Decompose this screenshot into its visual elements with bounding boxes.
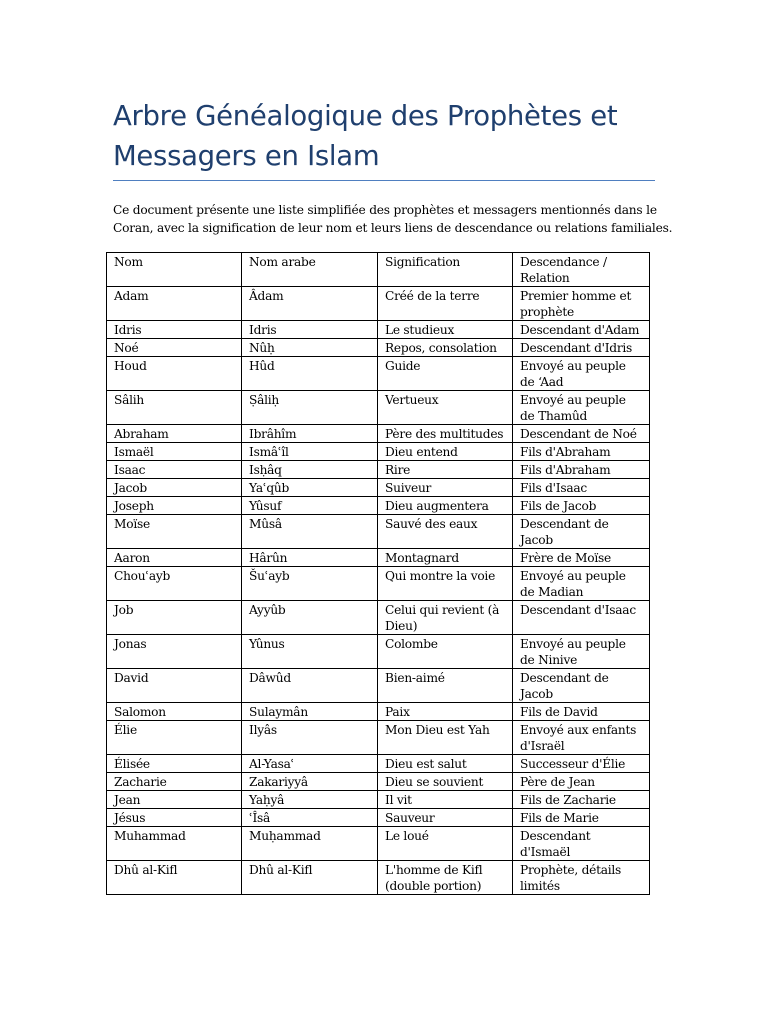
cell-descendance: Fils de Zacharie bbox=[513, 791, 650, 809]
cell-nom: Job bbox=[107, 601, 242, 635]
table-row bbox=[107, 479, 650, 497]
cell-nom-arabe: Al-Yasaʿ bbox=[242, 755, 378, 773]
cell-nom-arabe: Zakariyyâ bbox=[242, 773, 378, 791]
cell-signification: Sauvé des eaux bbox=[378, 515, 513, 549]
cell-nom: Salomon bbox=[107, 703, 242, 721]
cell-signification: Le loué bbox=[378, 827, 513, 861]
cell-nom-arabe: Âdam bbox=[242, 287, 378, 321]
cell-nom: Jean bbox=[107, 791, 242, 809]
cell-nom: Idris bbox=[107, 321, 242, 339]
cell-descendance: Envoyé au peuple de Madian bbox=[513, 567, 650, 601]
cell-signification: Celui qui revient (à Dieu) bbox=[378, 601, 513, 635]
cell-signification: Dieu se souvient bbox=[378, 773, 513, 791]
cell-nom-arabe: Isḥâq bbox=[242, 461, 378, 479]
cell-nom: Chouʿayb bbox=[107, 567, 242, 601]
cell-descendance: Prophète, détails limités bbox=[513, 861, 650, 895]
cell-signification: Dieu est salut bbox=[378, 755, 513, 773]
header-cell-nom: Nom bbox=[107, 253, 242, 287]
cell-nom-arabe: Sulaymân bbox=[242, 703, 378, 721]
cell-nom: Abraham bbox=[107, 425, 242, 443]
table-header-row bbox=[107, 253, 650, 287]
table-row bbox=[107, 827, 650, 861]
cell-nom: Joseph bbox=[107, 497, 242, 515]
cell-nom-arabe: Ilyâs bbox=[242, 721, 378, 755]
table-row bbox=[107, 567, 650, 601]
cell-nom-arabe: Hûd bbox=[242, 357, 378, 391]
cell-nom-arabe: Ibrâhîm bbox=[242, 425, 378, 443]
table-row bbox=[107, 773, 650, 791]
cell-nom-arabe: Yaḥyâ bbox=[242, 791, 378, 809]
table-row bbox=[107, 357, 650, 391]
cell-nom-arabe: Nûḥ bbox=[242, 339, 378, 357]
cell-nom: Sâlih bbox=[107, 391, 242, 425]
cell-nom-arabe: Yaʿqûb bbox=[242, 479, 378, 497]
cell-nom: Houd bbox=[107, 357, 242, 391]
prophets-table bbox=[106, 252, 650, 895]
cell-nom: Adam bbox=[107, 287, 242, 321]
cell-nom: Élisée bbox=[107, 755, 242, 773]
table-row bbox=[107, 497, 650, 515]
cell-signification: L'homme de Kifl (double portion) bbox=[378, 861, 513, 895]
title-divider bbox=[113, 180, 655, 181]
cell-nom: Moïse bbox=[107, 515, 242, 549]
cell-descendance: Descendant d'Isaac bbox=[513, 601, 650, 635]
table-row bbox=[107, 391, 650, 425]
intro-paragraph: Ce document présente une liste simplifiée des prophètes et messagers mentionnés dans le Coran, avec la signification de leur nom et leurs liens de descendance ou relations familiales. bbox=[113, 203, 673, 235]
cell-nom: Ismaël bbox=[107, 443, 242, 461]
cell-descendance: Descendant d'Adam bbox=[513, 321, 650, 339]
cell-signification: Père des multitudes bbox=[378, 425, 513, 443]
table-row bbox=[107, 721, 650, 755]
cell-signification: Colombe bbox=[378, 635, 513, 669]
cell-nom: Dhû al-Kifl bbox=[107, 861, 242, 895]
cell-nom: Jonas bbox=[107, 635, 242, 669]
cell-nom: Isaac bbox=[107, 461, 242, 479]
cell-nom-arabe: Yûsuf bbox=[242, 497, 378, 515]
cell-signification: Mon Dieu est Yah bbox=[378, 721, 513, 755]
cell-descendance: Fils d'Abraham bbox=[513, 443, 650, 461]
cell-signification: Qui montre la voie bbox=[378, 567, 513, 601]
cell-nom-arabe: Idris bbox=[242, 321, 378, 339]
cell-descendance: Premier homme et prophète bbox=[513, 287, 650, 321]
cell-descendance: Envoyé au peuple de Thamûd bbox=[513, 391, 650, 425]
table-row bbox=[107, 515, 650, 549]
cell-descendance: Fils de Jacob bbox=[513, 497, 650, 515]
cell-nom: David bbox=[107, 669, 242, 703]
cell-signification: Vertueux bbox=[378, 391, 513, 425]
cell-descendance: Frère de Moïse bbox=[513, 549, 650, 567]
header-cell-nom-arabe: Nom arabe bbox=[242, 253, 378, 287]
cell-descendance: Fils d'Isaac bbox=[513, 479, 650, 497]
cell-signification: Le studieux bbox=[378, 321, 513, 339]
table-row bbox=[107, 669, 650, 703]
table-row bbox=[107, 443, 650, 461]
cell-signification: Montagnard bbox=[378, 549, 513, 567]
cell-descendance: Descendant d'Ismaël bbox=[513, 827, 650, 861]
cell-signification: Guide bbox=[378, 357, 513, 391]
cell-nom: Zacharie bbox=[107, 773, 242, 791]
cell-nom-arabe: Ayyûb bbox=[242, 601, 378, 635]
cell-descendance: Fils de Marie bbox=[513, 809, 650, 827]
table-row bbox=[107, 861, 650, 895]
cell-signification: Dieu augmentera bbox=[378, 497, 513, 515]
cell-nom-arabe: Hârûn bbox=[242, 549, 378, 567]
cell-nom-arabe: Dhû al-Kifl bbox=[242, 861, 378, 895]
table-row bbox=[107, 321, 650, 339]
table-row bbox=[107, 287, 650, 321]
table-row bbox=[107, 461, 650, 479]
cell-signification: Paix bbox=[378, 703, 513, 721]
header-cell-descendance: Descendance / Relation bbox=[513, 253, 650, 287]
cell-nom: Muhammad bbox=[107, 827, 242, 861]
cell-signification: Bien-aimé bbox=[378, 669, 513, 703]
table-row bbox=[107, 809, 650, 827]
table-body bbox=[107, 253, 650, 895]
cell-descendance: Envoyé au peuple de ‘Aad bbox=[513, 357, 650, 391]
cell-descendance: Fils de David bbox=[513, 703, 650, 721]
document-title: Arbre Généalogique des Prophètes et Messagers en Islam bbox=[113, 100, 618, 172]
cell-nom: Noé bbox=[107, 339, 242, 357]
cell-nom: Aaron bbox=[107, 549, 242, 567]
cell-signification: Créé de la terre bbox=[378, 287, 513, 321]
table-row bbox=[107, 755, 650, 773]
cell-signification: Repos, consolation bbox=[378, 339, 513, 357]
cell-nom: Élie bbox=[107, 721, 242, 755]
table-row bbox=[107, 703, 650, 721]
cell-descendance: Fils d'Abraham bbox=[513, 461, 650, 479]
cell-descendance: Envoyé au peuple de Ninive bbox=[513, 635, 650, 669]
cell-descendance: Descendant d'Idris bbox=[513, 339, 650, 357]
cell-descendance: Successeur d'Élie bbox=[513, 755, 650, 773]
cell-nom-arabe: Mûsâ bbox=[242, 515, 378, 549]
cell-nom-arabe: Ismâʿîl bbox=[242, 443, 378, 461]
cell-signification: Dieu entend bbox=[378, 443, 513, 461]
table-row bbox=[107, 601, 650, 635]
table-row bbox=[107, 635, 650, 669]
table-row bbox=[107, 425, 650, 443]
cell-nom-arabe: Dâwûd bbox=[242, 669, 378, 703]
cell-nom-arabe: ʿÎsâ bbox=[242, 809, 378, 827]
cell-descendance: Descendant de Noé bbox=[513, 425, 650, 443]
cell-descendance: Descendant de Jacob bbox=[513, 669, 650, 703]
table-row bbox=[107, 549, 650, 567]
cell-nom-arabe: Šuʿayb bbox=[242, 567, 378, 601]
cell-descendance: Descendant de Jacob bbox=[513, 515, 650, 549]
cell-nom: Jacob bbox=[107, 479, 242, 497]
cell-nom-arabe: Muḥammad bbox=[242, 827, 378, 861]
table-row bbox=[107, 339, 650, 357]
cell-nom: Jésus bbox=[107, 809, 242, 827]
table-row bbox=[107, 791, 650, 809]
cell-descendance: Envoyé aux enfants d'Israël bbox=[513, 721, 650, 755]
cell-signification: Suiveur bbox=[378, 479, 513, 497]
cell-signification: Rire bbox=[378, 461, 513, 479]
cell-signification: Il vit bbox=[378, 791, 513, 809]
cell-nom-arabe: Ṣâliḥ bbox=[242, 391, 378, 425]
cell-descendance: Père de Jean bbox=[513, 773, 650, 791]
header-cell-signification: Signification bbox=[378, 253, 513, 287]
cell-nom-arabe: Yûnus bbox=[242, 635, 378, 669]
cell-signification: Sauveur bbox=[378, 809, 513, 827]
